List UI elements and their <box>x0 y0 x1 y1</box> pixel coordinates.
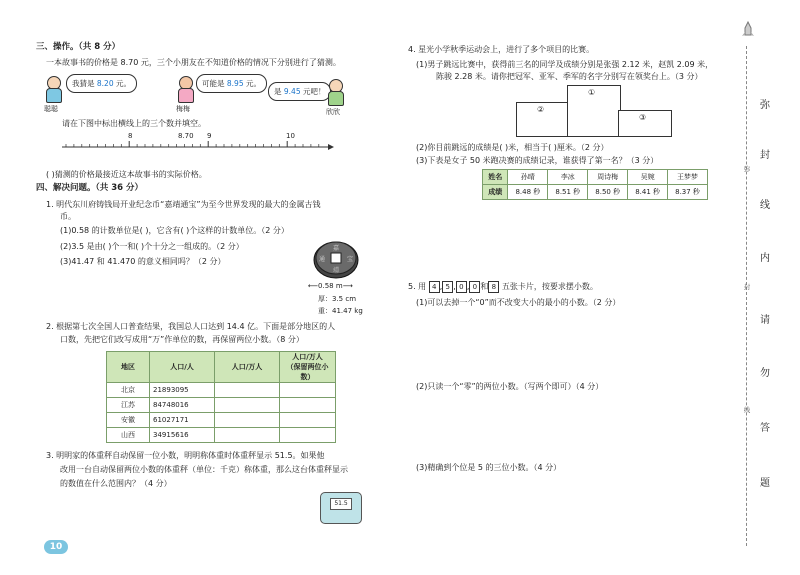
q1-b: (2)3.5 是由( )个一和( )个十分之一组成的。（2 分） <box>60 242 244 251</box>
scale-image <box>320 492 362 524</box>
pop-header-region: 地区 <box>107 352 150 383</box>
pop-header-wan: 人口/万人 <box>215 352 280 383</box>
podium-first: ① <box>567 85 621 137</box>
coin-thickness: 厚：3.5 cm <box>318 295 357 303</box>
q3-line2: 改用一台自动保留两位小数的体重秤（单位：千克）称体重，那么这台体重秤显示 <box>60 465 348 474</box>
kid-name-3: 欣欣 <box>326 108 340 116</box>
kid-congcong-figure <box>44 76 62 102</box>
guess-bubble-3: 是 9.45 元吧！ <box>268 82 331 101</box>
page-number: 10 <box>44 540 68 554</box>
seal-char-2: 封 <box>760 150 770 161</box>
seal-char-5: 请 <box>760 315 770 326</box>
race-table <box>482 169 708 200</box>
q1-c: (3)41.47 和 41.470 的意义相同吗？（2 分） <box>60 257 226 266</box>
q4-line1: 4. 星光小学秋季运动会上，进行了多个项目的比赛。 <box>408 45 595 54</box>
q5-b: (2)只读一个“零”的两位小数。（写两个即可）（4 分） <box>416 382 604 391</box>
table-row: 北京 21893095 <box>107 383 336 398</box>
svg-text:靖: 靖 <box>332 267 340 274</box>
seal-char-1: 弥 <box>760 100 770 111</box>
seal-char-7: 答 <box>760 423 770 434</box>
svg-text:宝: 宝 <box>346 256 354 263</box>
card-5: 8 <box>488 281 499 293</box>
q1-line1: 1. 明代东川府铸钱局开业纪念币“嘉靖通宝”为至今世界发现的最大的金属古钱 <box>46 200 321 209</box>
q4-a2: 陈骏 2.28 米。请你把冠军、亚军、季军的名字分别写在领奖台上。（3 分） <box>436 72 703 81</box>
population-table <box>106 351 336 443</box>
kid-xinxin-figure <box>326 79 344 105</box>
kid-name-1: 聪聪 <box>44 105 58 113</box>
q3-line1: 3. 明明家的体重秤自动保留一位小数，明明称体重时体重秤显示 51.5。如果他 <box>46 451 325 460</box>
seal-small-3: 线 <box>743 406 751 414</box>
svg-text:嘉: 嘉 <box>332 245 340 252</box>
q4-c: (3)下表是女子 50 米跑决赛的成绩记录，谁获得了第一名？（3 分） <box>416 156 659 165</box>
q2-line1: 2. 根据第七次全国人口普查结果，我国总人口达到 14.4 亿。下面是部分地区的人 <box>46 322 336 331</box>
card-1: 4 <box>429 281 440 293</box>
svg-text:通: 通 <box>318 256 326 263</box>
section-3-intro: 一本故事书的价格是 8.70 元，三个小朋友在不知道价格的情况下分别进行了猜测。 <box>46 58 341 67</box>
ruler-label-8.70: 8.70 <box>178 132 194 140</box>
s3-instruction: 请在下图中标出横线上的三个数并填空。 <box>62 119 206 128</box>
q5-c: (3)精确到个位是 5 的三位小数。（4 分） <box>416 463 562 472</box>
section-3-title: 三、操作。（共 8 分） <box>36 42 121 52</box>
guess-bubble-2: 可能是 8.95 元。 <box>196 74 267 93</box>
q2-line2: 口数，先把它们改写成用“万”作单位的数，再保留两位小数。（8 分） <box>60 335 304 344</box>
card-4: 0 <box>469 281 480 293</box>
guess-bubble-1: 我猜是 8.20 元。 <box>66 74 137 93</box>
pop-header-people: 人口/人 <box>150 352 215 383</box>
seal-small-2: 封 <box>743 283 751 291</box>
card-3: 0 <box>456 281 467 293</box>
seal-line <box>746 46 747 546</box>
q5-a: (1)可以去掉一个“0”而不改变大小的最小的小数。（2 分） <box>416 298 621 307</box>
table-row: 江苏 84748016 <box>107 398 336 413</box>
q4-b: (2)你目前跳远的成绩是( )米，相当于( )厘米。（2 分） <box>416 143 609 152</box>
coin-width: ⟵0.58 m⟶ <box>308 282 353 290</box>
card-2: 5 <box>442 281 453 293</box>
kid-name-2: 梅梅 <box>176 105 190 113</box>
coin-image <box>312 238 360 280</box>
table-row: 成绩 8.48 秒 8.51 秒 8.50 秒 8.41 秒 8.37 秒 <box>483 185 708 200</box>
table-row: 安徽 61027171 <box>107 413 336 428</box>
q3-line3: 的数值在什么范围内？（4 分） <box>60 479 172 488</box>
ruler-label-10: 10 <box>286 132 295 140</box>
ruler-label-8: 8 <box>128 132 133 140</box>
rocket-icon <box>738 20 758 40</box>
coin-weight: 重：41.47 kg <box>318 307 363 315</box>
seal-small-1: 弥 <box>743 165 751 173</box>
ruler-label-9: 9 <box>207 132 212 140</box>
q1-a: (1)0.58 的计数单位是( )，它含有( )个这样的计数单位。（2 分） <box>60 226 289 235</box>
q4-a1: (1)男子跳远比赛中，获得前三名的同学及成绩分别是张强 2.12 米，赵凯 2.09 米， <box>416 60 714 69</box>
podium-third: ③ <box>618 110 672 137</box>
seal-char-8: 题 <box>760 478 770 489</box>
seal-char-6: 勿 <box>760 368 770 379</box>
pop-header-wan-rounded: 人口/万人 （保留两位小数） <box>280 352 336 383</box>
q1-line2: 币。 <box>60 212 76 221</box>
table-row: 姓名 孙晴 李冰 周诗梅 吴婉 王梦梦 <box>483 170 708 185</box>
scale-display: 51.5 <box>330 498 352 510</box>
table-row: 山西 34915616 <box>107 428 336 443</box>
q5-prompt: 5. 用 4 , 5 , 0 , 0 和 8 五张卡片，按要求摆小数。 <box>408 282 598 291</box>
kid-meimei-figure <box>176 76 194 102</box>
s3-answer: ( )猜测的价格最接近这本故事书的实际价格。 <box>46 170 207 179</box>
seal-char-3: 线 <box>760 200 770 211</box>
seal-char-4: 内 <box>760 253 770 264</box>
podium-second: ② <box>516 102 570 137</box>
section-4-title: 四、解决问题。（共 36 分） <box>36 183 143 193</box>
